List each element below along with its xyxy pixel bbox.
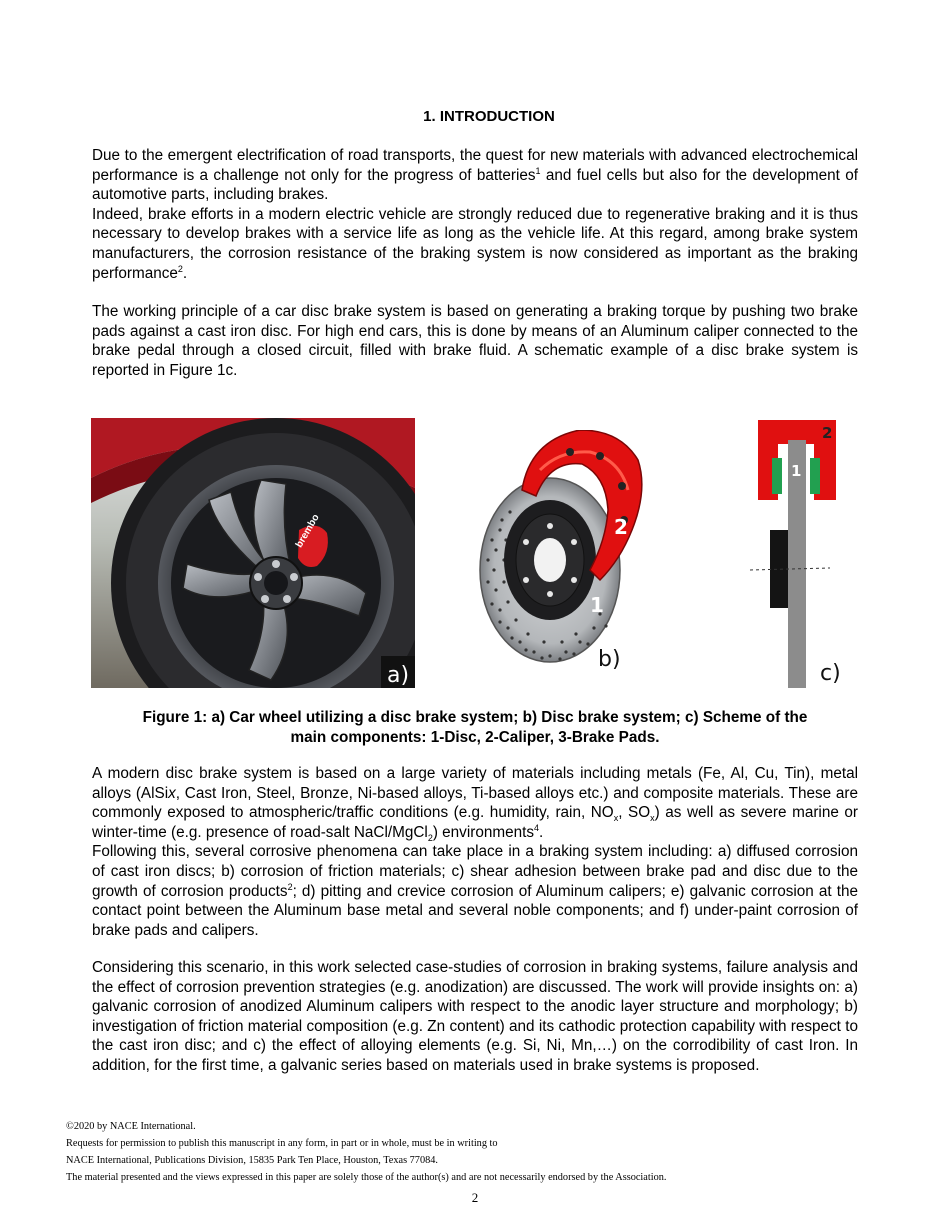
figure-label-b: b) xyxy=(598,647,621,672)
para1-text-4: . xyxy=(182,264,188,282)
citation-ref: 4 xyxy=(534,822,540,833)
disc-brake-illustration xyxy=(470,430,690,688)
footer-copyright: ©2020 by NACE International. xyxy=(66,1121,196,1132)
figure-label-c: c) xyxy=(820,661,841,686)
para3-text: , SO xyxy=(618,804,651,822)
para3-text: A modern disc brake system is based on a large variety of materials including metals (Fe, Al, Cu, Tin), metal alloys (AlSi xyxy=(92,765,858,802)
caliper-label-2: 2 xyxy=(614,515,628,539)
subscript: x xyxy=(613,813,619,824)
figure-b-disc-brake xyxy=(470,430,690,688)
schematic-caliper-label-2: 2 xyxy=(822,424,833,442)
para3-text: , Cast Iron, Steel, Bronze, Ni-based alloys, Ti-based alloys etc.) and composite materials. These are commonly exposed to atmospheric/traffic conditions (e.g. humidity, rain, NO xyxy=(92,784,859,822)
wheel-illustration xyxy=(91,418,415,688)
para1-text-2: and fuel cells but also for the development of automotive parts, including brakes. xyxy=(92,166,858,204)
para3-text: ) environments xyxy=(432,823,534,841)
footer-permission: Requests for permission to publish this manuscript in any form, in part or in whole, must be in writing to xyxy=(66,1138,498,1149)
para3-text: ; d) pitting and crevice corrosion of Aluminum calipers; e) galvanic corrosion at the contact point between the Aluminum base metal and several noble components; and f) under-paint corrosion of brake pads and calipers. xyxy=(92,882,858,939)
figure-caption xyxy=(92,708,858,747)
brand-logo-text: brembo xyxy=(293,512,322,550)
caption-line-1: Figure 1: a) Car wheel utilizing a disc brake system; b) Disc brake system; c) Scheme of the xyxy=(142,709,808,726)
para1-text-3: Indeed, brake efforts in a modern electric vehicle are strongly reduced due to regenerative braking and it is thus necessary to develop brakes with a service life as long as the vehicle life. At this regard, among brake system manufacturers, the corrosion resistance of the braking system is now considered as important as the braking performance xyxy=(92,205,858,282)
schematic-disc-label-1: 1 xyxy=(791,462,802,480)
footer-address: NACE International, Publications Division, 15835 Park Ten Place, Houston, Texas 77084. xyxy=(66,1155,438,1166)
para3-text: x xyxy=(168,784,176,802)
intro-paragraph-2: The working principle of a car disc brake system is based on generating a braking torque by pushing two brake pads against a cast iron disc. For high end cars, this is done by means of an Aluminum caliper connected to the brake pedal through a closed circuit, filled with brake fluid. A schematic example of a disc brake system is reported in Figure 1c. xyxy=(92,303,858,379)
figure-a-wheel-photo xyxy=(91,418,415,688)
intro-paragraph-3 xyxy=(92,764,858,940)
figure-c-schematic xyxy=(740,418,855,688)
para3-text: ) as well as severe marine or winter-time (e.g. presence of road-salt NaCl/MgCl xyxy=(92,804,858,841)
brake-schematic xyxy=(740,418,855,688)
para3-text: Following this, several corrosive phenomena can take place in a braking system including: a) diffused corrosion of cast iron discs; b) corrosion of friction materials; c) shear adhesion between brake pad and disc due to the growth of corrosion products xyxy=(92,843,858,900)
para1-text-1: Due to the emergent electrification of road transports, the quest for new materials with advanced electrochemical performance is a challenge not only for the progress of batteries xyxy=(92,147,858,184)
citation-ref: 1 xyxy=(535,165,541,176)
para3-text: . xyxy=(539,823,544,841)
figure-label-a: a) xyxy=(387,663,410,688)
section-heading: 1. INTRODUCTION xyxy=(423,108,555,125)
footer-disclaimer: The material presented and the views expressed in this paper are solely those of the author(s) and are not necessarily endorsed by the Association. xyxy=(66,1172,667,1183)
page-number: 2 xyxy=(471,1190,479,1205)
intro-paragraph-4: Considering this scenario, in this work selected case-studies of corrosion in braking systems, failure analysis and the effect of corrosion prevention strategies (e.g. anodization) are discussed. The work will provide insights on: a) galvanic corrosion of anodized Aluminum calipers with respect to the anodic layer structure and morphology; b) investigation of friction material composition (e.g. Zn content) and its cathodic protection capability with respect to the cast iron disc; and c) the effect of alloying elements (e.g. Si, Ni, Mn,…) on the corrodibility of cast Iron. In addition, for the first time, a galvanic series based on materials used in brake systems is proposed. xyxy=(92,959,858,1074)
citation-ref: 2 xyxy=(287,881,293,892)
subscript: x xyxy=(650,813,655,824)
subscript: 2 xyxy=(427,832,433,843)
disc-label-1: 1 xyxy=(590,593,604,617)
caption-line-2: main components: 1-Disc, 2-Caliper, 3-Brake Pads. xyxy=(290,728,660,746)
intro-paragraph-1 xyxy=(92,146,858,283)
citation-ref: 2 xyxy=(177,263,183,274)
